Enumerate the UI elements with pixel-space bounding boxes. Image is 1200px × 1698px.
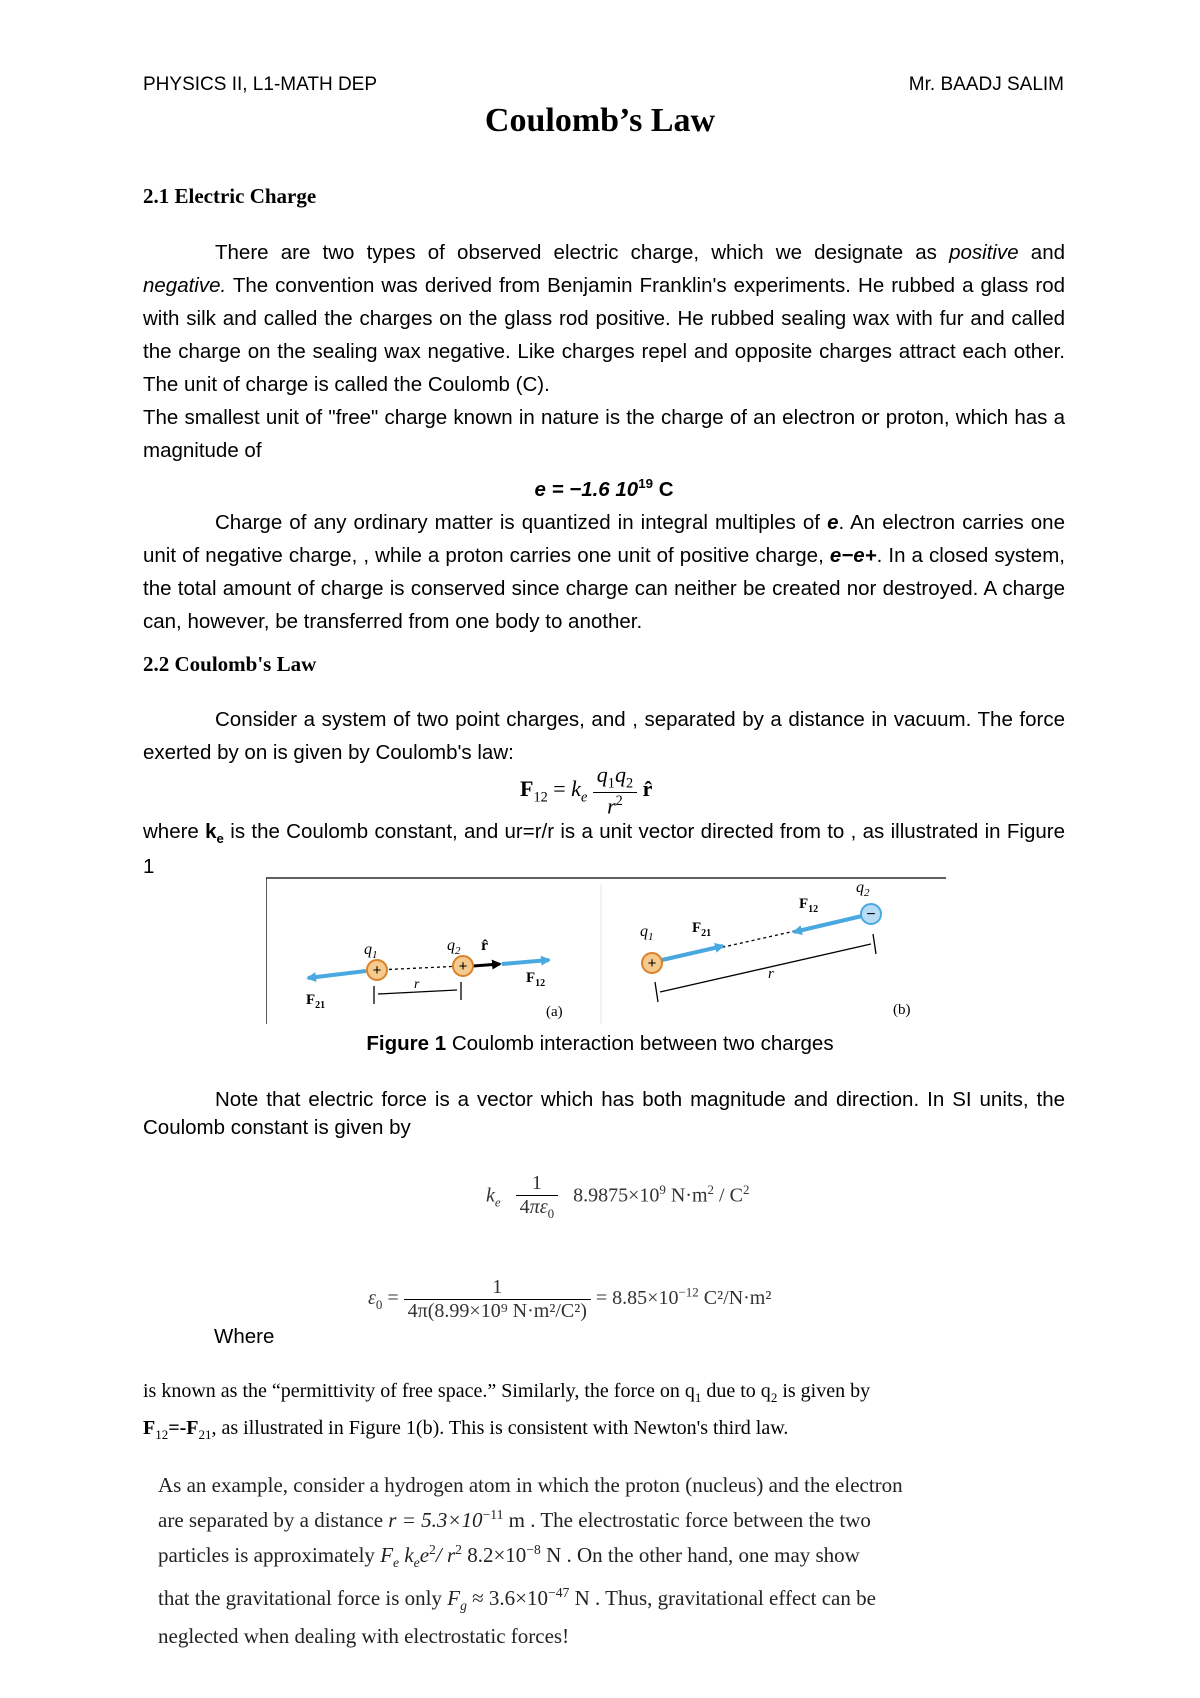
label-f12-a: $F_{12}$ bbox=[526, 970, 546, 989]
force-f12-arrow-a bbox=[502, 960, 549, 964]
word-where: Where bbox=[214, 1325, 275, 1348]
header-author: Mr. BAADJ SALIM bbox=[908, 74, 1064, 95]
svg-text:+: + bbox=[647, 955, 657, 972]
equation-ke: $k_e$ $\frac{1}{4\pi\varepsilon_0}$ $8.9875\times 10^9$ $N\cdot m^2 / C^2$ bbox=[486, 1172, 750, 1221]
label-f12-b: $F_{12}$ bbox=[799, 896, 819, 915]
svg-text:+: + bbox=[458, 958, 468, 975]
svg-text:+: + bbox=[372, 962, 382, 979]
section-heading-electric-charge: 2.1 Electric Charge bbox=[143, 184, 317, 208]
force-f12-arrow-b bbox=[794, 916, 862, 932]
label-q1-a: $q_1$ bbox=[364, 941, 378, 961]
equation-electron-charge: e = −1.6 $10^{19}$ C bbox=[534, 476, 674, 501]
unit-vector-r-arrow bbox=[473, 964, 500, 966]
word-positive: positive bbox=[949, 241, 1019, 264]
section1-body bbox=[143, 236, 1065, 638]
example-hydrogen-atom: As an example, consider a hydrogen atom in which the proton (nucleus) and the electron are separated by a distance $r = 5.3\times 10^{-11}$ m . The electrostatic force between the two particles is approximately $F_e$ $k_ee^2/$ $r^2$ $8.2\times 10^{-8}$ N . On the other hand, one may show that the gravitational force is only $F_g \approx 3.6\times 10^{-47}$ N . Thus, gravitational effect can be neglected when dealing with electrostatic forces! bbox=[158, 1473, 903, 1649]
paragraph-permittivity: is known as the “permittivity of free space.” Similarly, the force on $q_1$ due to $q_2$ is given by $F_{12}=-F_{21}$, as illustrated in Figure 1(b). This is consistent with Newton's third law. bbox=[143, 1380, 871, 1442]
figure-caption: Figure 1 Coulomb interaction between two charges bbox=[366, 1032, 834, 1055]
separation-line-a bbox=[377, 966, 463, 970]
label-f21-a: $F_{21}$ bbox=[306, 992, 326, 1011]
page-title: Coulomb’s Law bbox=[484, 102, 716, 139]
paragraph-point-charges: Consider a system of two point charges, and , separated by a distance in vacuum. The force exerted by on is given by Coulomb's law: bbox=[143, 708, 1065, 764]
paragraph-quantization: Charge of any ordinary matter is quantized in integral multiples of e. An electron carries one unit of negative charge, , while a proton carries one unit of positive charge, e−e+. In a closed system, the total amount of charge is conserved since charge can neither be created nor destroyed. A charge can, however, be transferred from one body to another. bbox=[143, 510, 1065, 633]
label-r-b: r bbox=[768, 966, 774, 982]
label-r-a: r bbox=[414, 977, 420, 992]
equation-epsilon0: $\varepsilon_0$ = $\frac{1}{\text{4π(8.99×10⁹ N·m²/C²)}}$ = $8.85\times 10^{-12}$ C²/N·m² bbox=[368, 1276, 772, 1322]
section-heading-coulombs-law: 2.2 Coulomb's Law bbox=[143, 652, 317, 676]
word-negative: negative. bbox=[143, 274, 227, 297]
figure-panel-b bbox=[640, 879, 911, 1018]
label-rhat: r̂ bbox=[481, 937, 489, 954]
figure-coulomb-interaction bbox=[266, 874, 946, 1024]
force-f21-arrow-a bbox=[308, 971, 366, 978]
paragraph-charge-types: There are two types of observed electric charge, which we designate as positive and negative. The convention was derived from Benjamin Franklin's experiments. He rubbed a glass rod with silk and called the charges on the glass rod positive. He rubbed sealing wax with fur and called the charge on the sealing wax negative. Like charges repel and opposite charges attract each other. The unit of charge is called the Coulomb (C). bbox=[143, 241, 1066, 396]
header-course: PHYSICS II, L1-MATH DEP bbox=[143, 74, 378, 95]
paragraph-smallest-charge: The smallest unit of "free" charge known in nature is the charge of an electron or proton, which has a magnitude of bbox=[143, 406, 1065, 462]
label-q2-a: $q_2$ bbox=[447, 937, 461, 957]
paragraph-electric-force-vector: Note that electric force is a vector which has both magnitude and direction. In SI units, the Coulomb constant is given by bbox=[143, 1088, 1065, 1139]
label-q1-b: $q_1$ bbox=[640, 923, 654, 943]
force-f21-arrow-b bbox=[662, 946, 723, 960]
panel-label-b: (b) bbox=[893, 1002, 911, 1018]
figure-panel-a bbox=[306, 937, 563, 1020]
paragraph-coulomb-constant: where $k_e$ is the Coulomb constant, and ur=r/r is a unit vector directed from to , as illustrated in Figure 1 bbox=[143, 820, 1065, 879]
svg-text:−: − bbox=[866, 906, 876, 923]
equation-coulombs-law: $F_{12} = k_e$ $\frac{q_1q_2}{r^2}$ r̂ bbox=[520, 762, 653, 819]
label-q2-b: $q_2$ bbox=[856, 879, 870, 899]
label-f21-b: $F_{21}$ bbox=[692, 920, 712, 939]
panel-label-a: (a) bbox=[546, 1004, 563, 1020]
